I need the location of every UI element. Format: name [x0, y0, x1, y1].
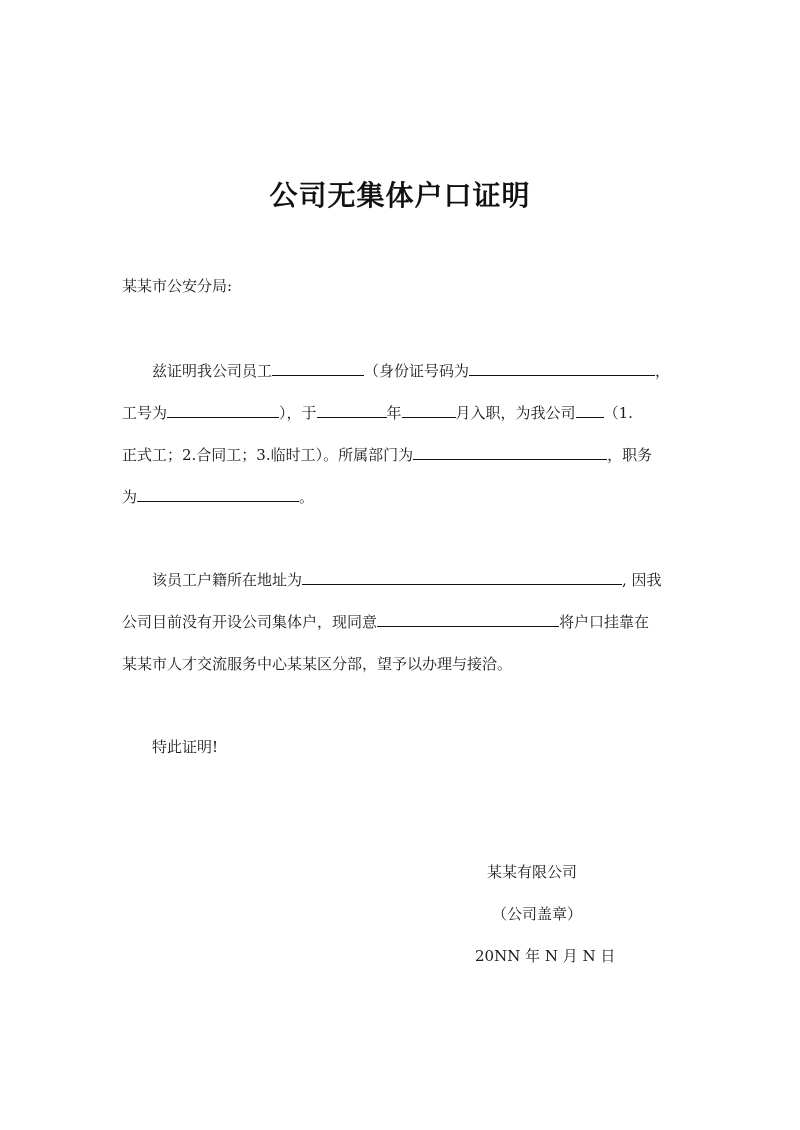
document-date: 20NN 年 N 月 N 日: [475, 947, 616, 965]
paragraph-1-line-2: [122, 402, 633, 424]
text-segment: 兹证明我公司员工: [152, 362, 273, 380]
department-blank[interactable]: [413, 444, 607, 460]
id-number-blank[interactable]: [469, 360, 655, 376]
text-segment: 公司目前没有开设公司集体户，现同意: [122, 613, 378, 631]
employee-number-blank[interactable]: [167, 402, 279, 418]
company-seal-label: （公司盖章）: [492, 905, 583, 923]
position-blank[interactable]: [137, 486, 299, 502]
salutation: 某某市公安分局:: [122, 277, 233, 295]
hire-month-blank[interactable]: [402, 402, 456, 418]
consent-blank[interactable]: [377, 611, 559, 627]
text-segment: 年: [386, 404, 402, 422]
text-segment: 工号为: [122, 404, 168, 422]
company-name: 某某有限公司: [487, 863, 578, 881]
paragraph-1-line-3: [122, 444, 652, 466]
paragraph-2-line-2: [122, 611, 649, 633]
paragraph-2-line-3: 某某市人才交流服务中心某某区分部，望予以办理与接洽。: [122, 655, 513, 673]
text-segment: ，职务: [607, 446, 653, 464]
text-segment: （身份证号码为: [364, 362, 470, 380]
text-segment: 月入职，为我公司: [455, 404, 576, 422]
text-segment: 该员工户籍所在地址为: [152, 571, 303, 589]
paragraph-1-line-4: [122, 486, 314, 508]
paragraph-2-line-1: [152, 569, 662, 591]
text-segment: ），于: [279, 404, 317, 422]
text-segment: ，: [655, 362, 671, 380]
employment-type-blank[interactable]: [576, 402, 604, 418]
text-segment: 。: [299, 488, 315, 506]
document-title: 公司无集体户口证明: [269, 179, 531, 212]
text-segment: 将户口挂靠在: [559, 613, 650, 631]
hire-year-blank[interactable]: [317, 402, 387, 418]
text-segment: 正式工；2.合同工；3.临时工）。所属部门为: [122, 446, 414, 464]
text-segment: , 因我: [622, 571, 662, 589]
household-address-blank[interactable]: [302, 569, 622, 585]
employee-name-blank[interactable]: [272, 360, 364, 376]
text-segment: （1.: [603, 404, 633, 422]
closing-statement: 特此证明!: [152, 738, 219, 756]
text-segment: 为: [122, 488, 138, 506]
paragraph-1-line-1: [152, 360, 670, 382]
